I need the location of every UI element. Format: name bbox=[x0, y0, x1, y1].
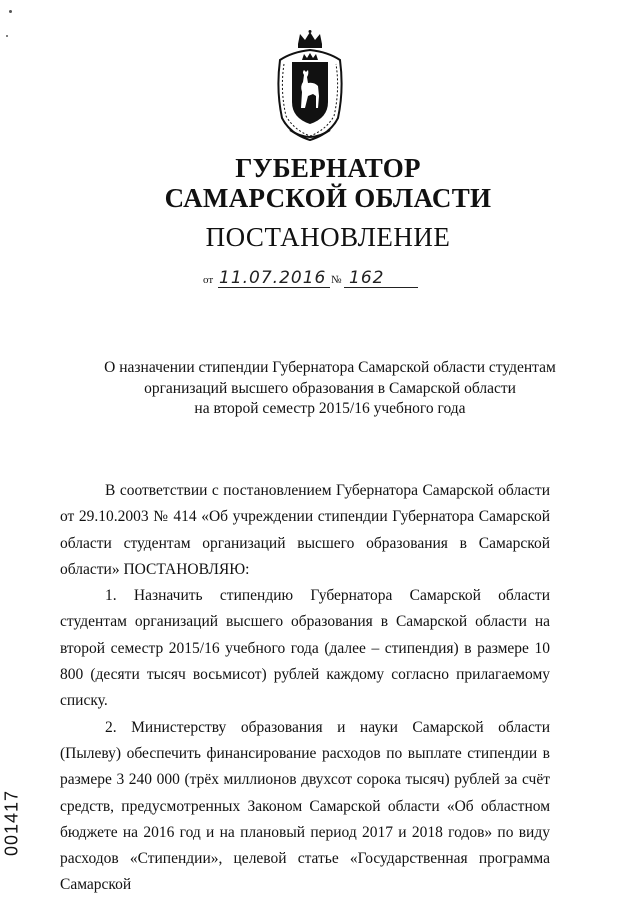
page-title-line2: САМАРСКОЙ ОБЛАСТИ bbox=[164, 183, 492, 213]
stamp-number: 001417 bbox=[1, 789, 22, 857]
number-value: 162 bbox=[349, 268, 385, 288]
registration-stamp bbox=[1, 778, 23, 868]
scan-speck bbox=[9, 10, 12, 13]
body-paragraph-3: 2. Министерству образования и науки Самарской области (Пылеву) обеспечить финансирование расходов по выплате стипендии в размере 3 240 000 (трёх миллионов двухсот сорока тысяч) рублей за счёт средств, предусмотренных Законом Самарской области «Об областном бюджете на 2016 год и на плановый период 2017 и 2018 годов» по виду расходов «Стипендии», целевой статье «Государственная программа Самарской bbox=[60, 718, 550, 894]
coat-of-arms-icon bbox=[268, 30, 352, 145]
date-underline bbox=[218, 287, 330, 288]
page-title-line1: ГУБЕРНАТОР bbox=[235, 153, 421, 183]
document-body bbox=[60, 478, 550, 899]
date-value: 11.07.2016 bbox=[219, 268, 327, 288]
body-paragraph-1: В соответствии с постановлением Губернатора Самарской области от 29.10.2003 № 414 «Об учреждении стипендии Губернатора Самарской области студентам организаций высшего образования в Самарской области» ПОСТАНОВЛЯЮ: bbox=[60, 482, 550, 578]
document-subject bbox=[100, 358, 560, 420]
scan-speck bbox=[6, 35, 8, 37]
document-type: ПОСТАНОВЛЕНИЕ bbox=[205, 222, 451, 252]
document-meta bbox=[203, 266, 423, 290]
number-label: № bbox=[331, 274, 342, 286]
subject-line: О назначении стипендии Губернатора Самарской области студентам bbox=[104, 359, 556, 376]
number-underline bbox=[344, 287, 418, 288]
date-label: от bbox=[203, 274, 214, 286]
subject-line: организаций высшего образования в Самарской области bbox=[144, 379, 516, 397]
subject-line: на второй семестр 2015/16 учебного года bbox=[194, 400, 466, 417]
body-paragraph-2: 1. Назначить стипендию Губернатора Самарской области студентам организаций высшего образования в Самарской области на второй семестр 2015/16 учебного года (далее – стипендия) в размере 10 800 (десяти тысяч восьмисот) рублей каждому согласно прилагаемому списку. bbox=[60, 587, 550, 710]
